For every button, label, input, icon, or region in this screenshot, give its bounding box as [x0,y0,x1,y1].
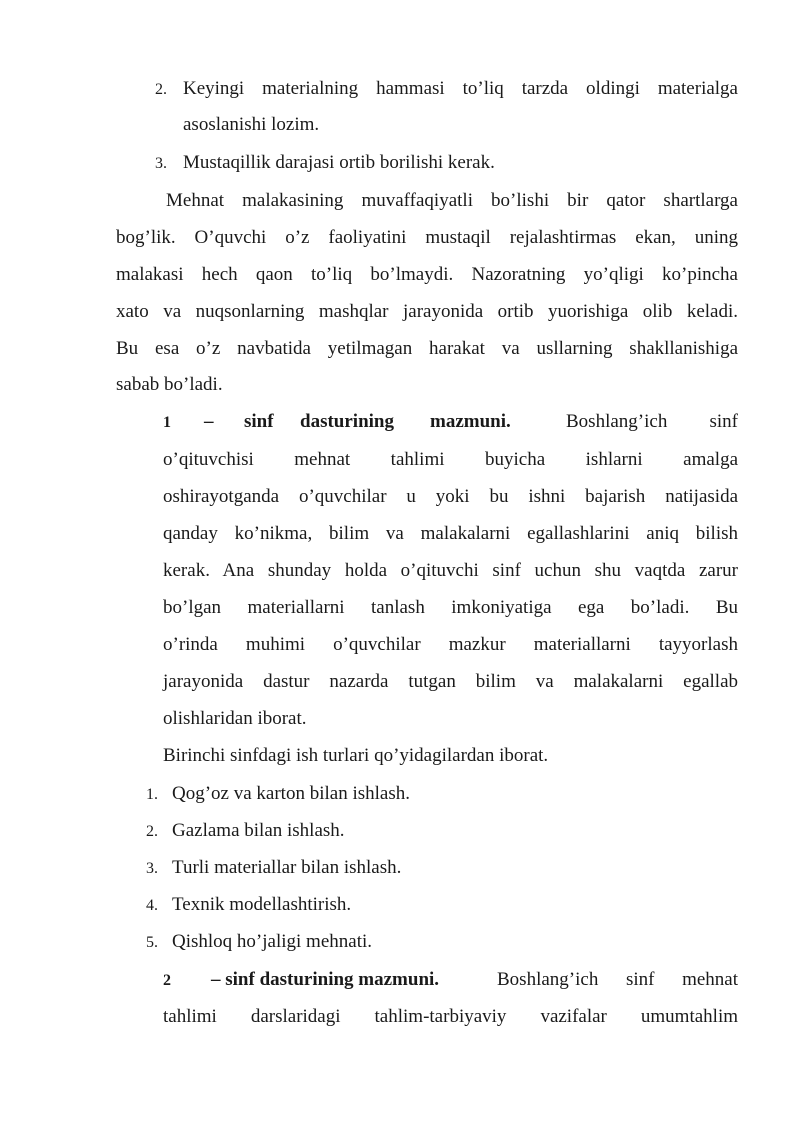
section-line: qanday ko’nikma, bilim va malakalarni egallashlarini aniq bilish [163,523,738,544]
section-heading-word: sinf [244,411,274,432]
list-item-text: Turli materiallar bilan ishlash. [172,857,402,878]
list-number: 2. [146,823,158,840]
paragraph-line: xato va nuqsonlarning mashqlar jarayonida ortib yuorishiga olib keladi. [116,301,738,322]
section-line: kerak. Ana shunday holda o’qituvchi sinf uchun shu vaqtda zarur [163,560,738,581]
list-number: 1. [146,786,158,803]
list-item-text: asoslanishi lozim. [183,114,320,135]
list-item-text: Keyingi materialning hammasi to’liq tarzda oldingi materialga [183,78,738,99]
section-heading-word: mazmuni. [430,411,511,432]
intro-line: Birinchi sinfdagi ish turlari qo’yidagilardan iborat. [163,745,549,766]
section-heading: – sinf dasturining mazmuni. [211,969,440,990]
section-heading-word: dasturining [300,411,394,432]
paragraph-line: malakasi hech qaon to’liq bo’lmaydi. Nazoratning yo’qligi ko’pincha [116,264,738,285]
section-line: o’rinda muhimi o’quvchilar mazkur materiallarni tayyorlash [163,634,738,655]
paragraph-line: Mehnat malakasining muvaffaqiyatli bo’lishi bir qator shartlarga [166,190,738,211]
list-number: 3. [146,860,158,877]
section-number: 2 [163,972,171,989]
list-number: 2. [155,81,167,98]
section-line: tahlimi darslaridagi tahlim-tarbiyaviy vazifalar umumtahlim [163,1006,738,1027]
paragraph-line: bog’lik. O’quvchi o’z faoliyatini mustaqil rejalashtirmas ekan, uning [116,227,738,248]
section-first-line-rest: Boshlang’ich sinf [566,411,738,432]
section-line: olishlaridan iborat. [163,708,307,729]
section-first-line-rest: Boshlang’ich sinf mehnat [497,969,738,990]
list-item-text: Qishloq ho’jaligi mehnati. [172,931,373,952]
section-line: jarayonida dastur nazarda tutgan bilim va malakalarni egallab [163,671,738,692]
section-line: oshirayotganda o’quvchilar u yoki bu ishni bajarish natijasida [163,486,738,507]
section-dash: – [204,411,214,432]
section-line: bo’lgan materiallarni tanlash imkoniyatiga ega bo’ladi. Bu [163,597,738,618]
paragraph-line: sabab bo’ladi. [116,374,223,395]
list-item-text: Mustaqillik darajasi ortib borilishi kerak. [183,152,495,173]
section-number: 1 [163,414,171,431]
list-number: 3. [155,155,167,172]
list-number: 4. [146,897,158,914]
paragraph-line: Bu esa o’z navbatida yetilmagan harakat va usllarning shakllanishiga [116,338,738,359]
list-number: 5. [146,934,158,951]
list-item-text: Texnik modellashtirish. [172,894,352,915]
list-item-text: Gazlama bilan ishlash. [172,820,345,841]
section-line: o’qituvchisi mehnat tahlimi buyicha ishlarni amalga [163,449,738,470]
list-item-text: Qog’oz va karton bilan ishlash. [172,783,410,804]
